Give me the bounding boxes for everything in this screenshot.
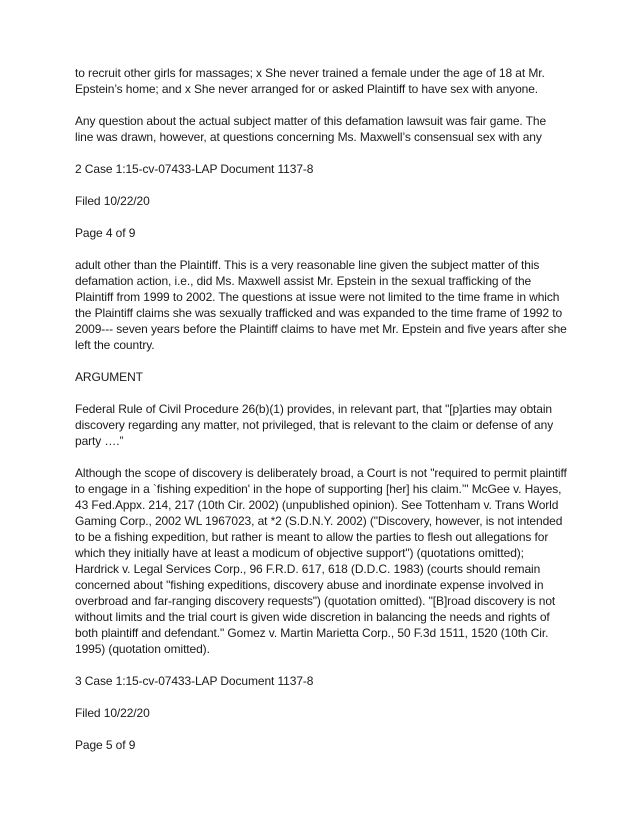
paragraph-subject-matter: Any question about the actual subject matter of this defamation lawsuit was fair game. The line was drawn, however, at questions concerning Ms. Maxwell’s consensual sex with any: [75, 114, 547, 144]
paragraph-continuation: to recruit other girls for massages; x She never trained a female under the age of 18 at Mr. Epstein’s home; and x She never arranged for or asked Plaintiff to have sex with anyone.: [75, 66, 545, 96]
page-header-case-number: 3 Case 1:15-cv-07433-LAP Document 1137-8: [75, 674, 314, 688]
page-header-filed-date: Filed 10/22/20: [75, 194, 150, 208]
section-heading-argument: ARGUMENT: [75, 370, 143, 384]
page-header-case-number: 2 Case 1:15-cv-07433-LAP Document 1137-8: [75, 162, 314, 176]
paragraph-reasonable-line: adult other than the Plaintiff. This is a very reasonable line given the subject matter of this defamation action, i.e., did Ms. Maxwell assist Mr. Epstein in the sexual trafficking of the Plaintiff from 1999 to 2002. The questions at issue were not limited to the time frame in which the Plaintiff claims she was sexually trafficked and was expanded to the time frame of 1992 to 2009--- seven years before the Plaintiff claims to have met Mr. Epstein and five years after she left the country.: [75, 258, 567, 352]
page-header-page-number: Page 5 of 9: [75, 738, 136, 752]
page-header-page-number: Page 4 of 9: [75, 226, 136, 240]
paragraph-scope-of-discovery: Although the scope of discovery is deliberately broad, a Court is not "required to permit plaintiff to engage in a `fishing expedition' in the hope of supporting [her] his claim.’" McGee v. Hayes, 43 Fed.Appx. 214, 217 (10th Cir. 2002) (unpublished opinion). See Tottenham v. Trans World Gaming Corp., 2002 WL 1967023, at *2 (S.D.N.Y. 2002) ("Discovery, however, is not intended to be a fishing expedition, but rather is meant to allow the parties to flesh out allegations for which they initially have at least a modicum of objective support") (quotations omitted); Hardrick v. Legal Services Corp., 96 F.R.D. 617, 618 (D.D.C. 1983) (courts should remain concerned about "fishing expeditions, discovery abuse and inordinate expense involved in overbroad and far-ranging discovery requests") (quotation omitted). "[B]road discovery is not without limits and the trial court is given wide discretion in balancing the needs and rights of both plaintiff and defendant." Gomez v. Martin Marietta Corp., 50 F.3d 1511, 1520 (10th Cir. 1995) (quotation omitted).: [75, 466, 567, 656]
paragraph-federal-rule: Federal Rule of Civil Procedure 26(b)(1) provides, in relevant part, that "[p]arties may obtain discovery regarding any matter, not privileged, that is relevant to the claim or defense of any party ….”: [75, 402, 554, 448]
page-header-filed-date: Filed 10/22/20: [75, 706, 150, 720]
document-page: [75, 65, 567, 769]
